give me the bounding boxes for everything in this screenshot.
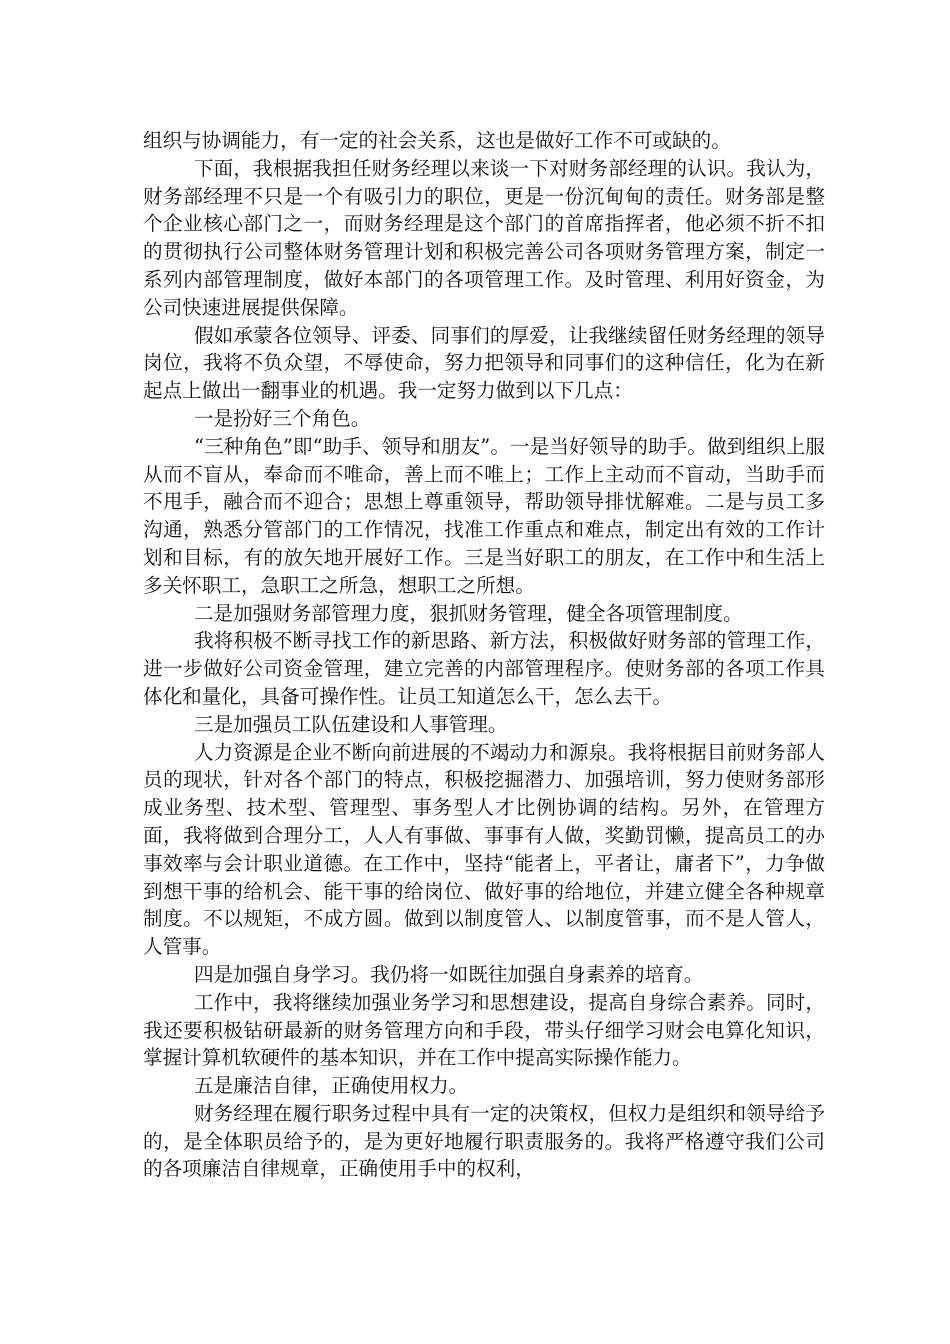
- section-heading-integrity: 五是廉洁自律，正确使用权力。: [193, 1074, 469, 1098]
- section-heading-management: 二是加强财务部管理力度，狠抓财务管理，健全各项管理制度。: [193, 601, 743, 625]
- document-page: [143, 127, 825, 1183]
- section-heading-learning: 四是加强自身学习。我仍将一如既往加强自身素养的培育。: [193, 962, 704, 986]
- paragraph-3: 假如承蒙各位领导、评委、同事们的厚爱，让我继续留任财务经理的领导岗位，我将不负众望，不辱使命，努力把领导和同事们的这种信任，化为在新起点上做出一翻事业的机遇。我一定努力做到以下几点：: [143, 323, 825, 403]
- section-heading-staff: 三是加强员工队伍建设和人事管理。: [193, 712, 508, 736]
- section-heading-roles: 一是扮好三个角色。: [193, 406, 371, 430]
- paragraph-integrity: 财务经理在履行职务过程中具有一定的决策权，但权力是组织和领导给予的，是全体职员给予的，是为更好地履行职责服务的。我将严格遵守我们公司的各项廉洁自律规章，正确使用手中的权利，: [143, 1101, 825, 1181]
- paragraph-1: 组织与协调能力，有一定的社会关系，这也是做好工作不可或缺的。: [143, 129, 731, 152]
- paragraph-management: 我将积极不断寻找工作的新思路、新方法，积极做好财务部的管理工作，进一步做好公司资金管理，建立完善的内部管理程序。使财务部的各项工作具体化和量化，具备可操作性。让员工知道怎么干，怎么去干。: [143, 629, 825, 708]
- paragraph-roles: “三种角色”即“助手、领导和朋友”。一是当好领导的助手。做到组织上服从而不盲从，奉命而不唯命，善上而不唯上；工作上主动而不盲动，当助手而不甩手，融合而不迎合；思想上尊重领导，帮助领导排忧解难。二是与员工多沟通，熟悉分管部门的工作情况，找准工作重点和难点，制定出有效的工作计划和目标，有的放矢地开展好工作。三是当好职工的朋友，在工作中和生活上多关怀职工，急职工之所急，想职工之所想。: [143, 434, 825, 597]
- paragraph-learning: 工作中，我将继续加强业务学习和思想建设，提高自身综合素养。同时，我还要积极钻研最新的财务管理方向和手段，带头仔细学习财会电算化知识，掌握计算机软硬件的基本知识，并在工作中提高实际操作能力。: [143, 990, 825, 1070]
- paragraph-2: 下面，我根据我担任财务经理以来谈一下对财务部经理的认识。我认为，财务部经理不只是一个有吸引力的职位，更是一份沉甸甸的责任。财务部是整个企业核心部门之一，而财务经理是这个部门的首席指挥者，他必须不折不扣的贯彻执行公司整体财务管理计划和积极完善公司各项财务管理方案，制定一系列内部管理制度，做好本部门的各项管理工作。及时管理、利用好资金，为公司快速进展提供保障。: [143, 156, 825, 319]
- paragraph-staff: 人力资源是企业不断向前进展的不竭动力和源泉。我将根据目前财务部人员的现状，针对各个部门的特点，积极挖掘潜力、加强培训，努力使财务部形成业务型、技术型、管理型、事务型人才比例协调的结构。另外，在管理方面，我将做到合理分工，人人有事做、事事有人做，奖勤罚懒，提高员工的办事效率与会计职业道德。在工作中，坚持“能者上，平者让，庸者下”，力争做到想干事的给机会、能干事的给岗位、做好事的给地位，并建立健全各种规章制度。不以规矩，不成方圆。做到以制度管人、以制度管事，而不是人管人，人管事。: [143, 740, 825, 959]
